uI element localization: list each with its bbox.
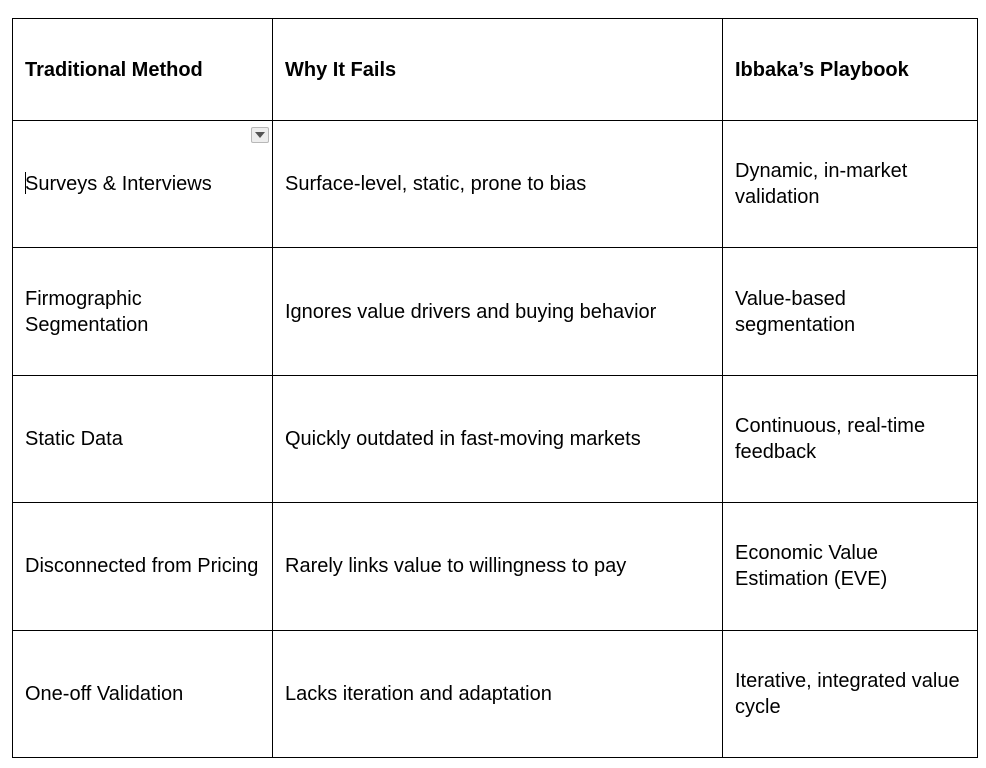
table-cell[interactable]: Ignores value drivers and buying behavior	[273, 248, 723, 375]
header-why-it-fails[interactable]: Why It Fails	[273, 19, 723, 121]
table-row	[13, 630, 978, 757]
table-cell[interactable]: Rarely links value to willingness to pay	[273, 503, 723, 630]
table-cell[interactable]: Surface-level, static, prone to bias	[273, 121, 723, 248]
table-cell[interactable]: Static Data	[13, 375, 273, 502]
comparison-table	[12, 18, 978, 758]
table-header-row	[13, 19, 978, 121]
table-cell[interactable]: Firmographic Segmentation	[13, 248, 273, 375]
table-cell[interactable]: Economic Value Estimation (EVE)	[723, 503, 978, 630]
header-ibbaka-playbook[interactable]: Ibbaka’s Playbook	[723, 19, 978, 121]
table-row	[13, 121, 978, 248]
table-cell[interactable]: Continuous, real-time feedback	[723, 375, 978, 502]
table-cell[interactable]: Disconnected from Pricing	[13, 503, 273, 630]
cell-menu-button[interactable]	[251, 127, 269, 143]
header-traditional-method[interactable]: Traditional Method	[13, 19, 273, 121]
table-cell[interactable]: Quickly outdated in fast-moving markets	[273, 375, 723, 502]
table-cell[interactable]: Value-based segmentation	[723, 248, 978, 375]
chevron-down-icon	[255, 132, 265, 138]
table-cell-selected[interactable]	[13, 121, 273, 248]
cell-text: Surveys & Interviews	[25, 173, 212, 196]
table-cell[interactable]: Dynamic, in-market validation	[723, 121, 978, 248]
table-cell[interactable]: One-off Validation	[13, 630, 273, 757]
table-row	[13, 248, 978, 375]
table-row	[13, 375, 978, 502]
table-row	[13, 503, 978, 630]
table-cell[interactable]: Lacks iteration and adaptation	[273, 630, 723, 757]
table-cell[interactable]: Iterative, integrated value cycle	[723, 630, 978, 757]
